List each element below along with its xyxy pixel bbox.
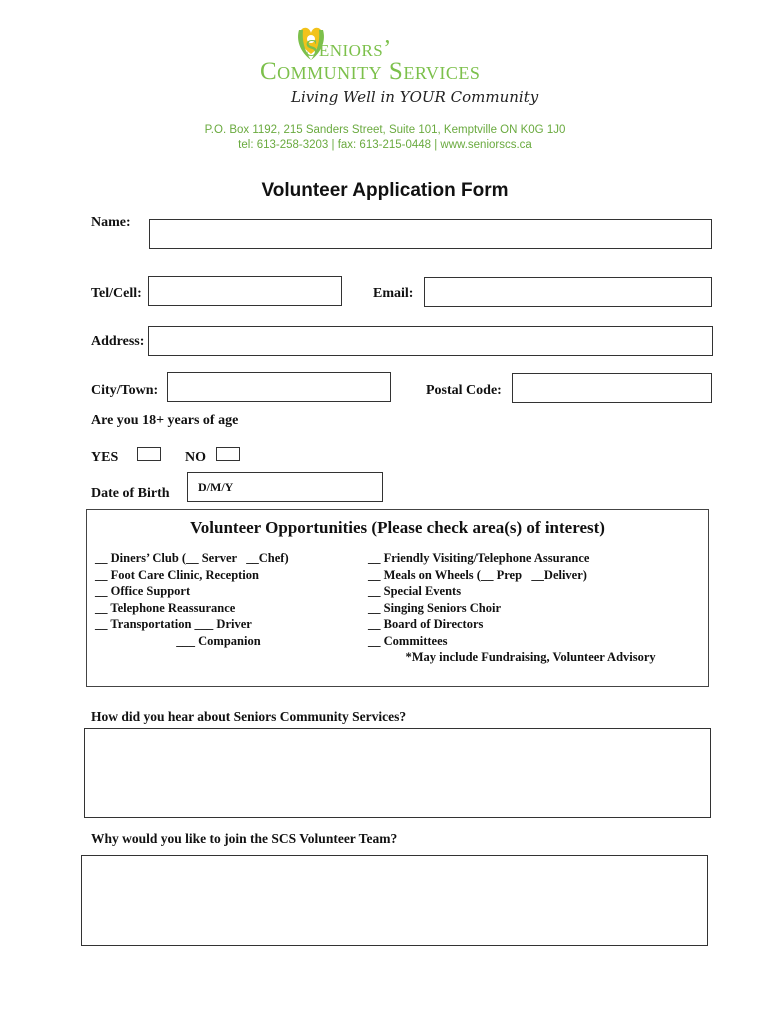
age-question: Are you 18+ years of age (91, 413, 239, 428)
why-join-textarea[interactable] (81, 855, 708, 946)
form-title: Volunteer Application Form (261, 180, 509, 201)
hear-about-textarea[interactable] (84, 728, 711, 818)
org-name-line1: Seniors’ (305, 36, 392, 62)
postal-field[interactable] (512, 373, 712, 403)
name-field[interactable] (149, 219, 712, 249)
opportunity-item[interactable]: __ Diners’ Club (__ Server __Chef) (95, 551, 289, 565)
dob-label: Date of Birth (91, 486, 170, 501)
address-label: Address: (91, 334, 145, 349)
no-label: NO (185, 450, 206, 465)
opportunities-panel (86, 509, 709, 687)
opportunities-right-list (368, 551, 656, 667)
yes-label: YES (91, 450, 119, 465)
city-label: City/Town: (91, 383, 159, 398)
dob-field[interactable] (187, 472, 383, 502)
opportunity-item[interactable]: __ Friendly Visiting/Telephone Assurance (368, 551, 590, 565)
opportunity-item[interactable]: __ Singing Seniors Choir (368, 600, 502, 615)
why-join-question: Why would you like to join the SCS Volunteer Team? (91, 831, 398, 846)
opportunity-item[interactable]: __ Special Events (368, 584, 462, 598)
hear-about-question: How did you hear about Seniors Community Services? (91, 709, 407, 724)
opportunity-item[interactable]: __ Committees (368, 633, 448, 648)
org-name-line2: Community Services (260, 58, 481, 85)
no-checkbox[interactable] (216, 447, 240, 461)
opportunity-note: *May include Fundraising, Volunteer Advisory (368, 650, 656, 664)
opportunity-item[interactable]: ___ Companion (95, 633, 261, 648)
name-label: Name: (91, 215, 131, 230)
opportunity-item[interactable]: __ Office Support (95, 584, 191, 598)
opportunities-left-list (95, 551, 289, 650)
yes-checkbox[interactable] (137, 447, 161, 461)
tel-label: Tel/Cell: (91, 286, 142, 301)
opportunity-item[interactable]: __ Transportation ___ Driver (95, 617, 252, 631)
address-field[interactable] (148, 326, 713, 356)
email-field[interactable] (424, 277, 712, 307)
tagline: Living Well in YOUR Community (291, 88, 539, 106)
address-line: P.O. Box 1192, 215 Sanders Street, Suite 101, Kemptville ON K0G 1J0 (204, 124, 566, 136)
opportunities-title: Volunteer Opportunities (Please check area(s) of interest) (190, 518, 605, 537)
opportunity-item[interactable]: __ Telephone Reassurance (95, 600, 236, 615)
dob-placeholder: D/M/Y (198, 480, 234, 494)
email-label: Email: (373, 286, 414, 301)
contact-line: tel: 613-258-3203 | fax: 613-215-0448 | www.seniorscs.ca (238, 139, 532, 151)
opportunity-item[interactable]: __ Meals on Wheels (__ Prep __Deliver) (368, 567, 587, 582)
tel-field[interactable] (148, 276, 342, 306)
city-field[interactable] (167, 372, 391, 402)
postal-label: Postal Code: (426, 383, 502, 398)
opportunity-item[interactable]: __ Foot Care Clinic, Reception (95, 567, 259, 582)
opportunity-item[interactable]: __ Board of Directors (368, 617, 484, 631)
